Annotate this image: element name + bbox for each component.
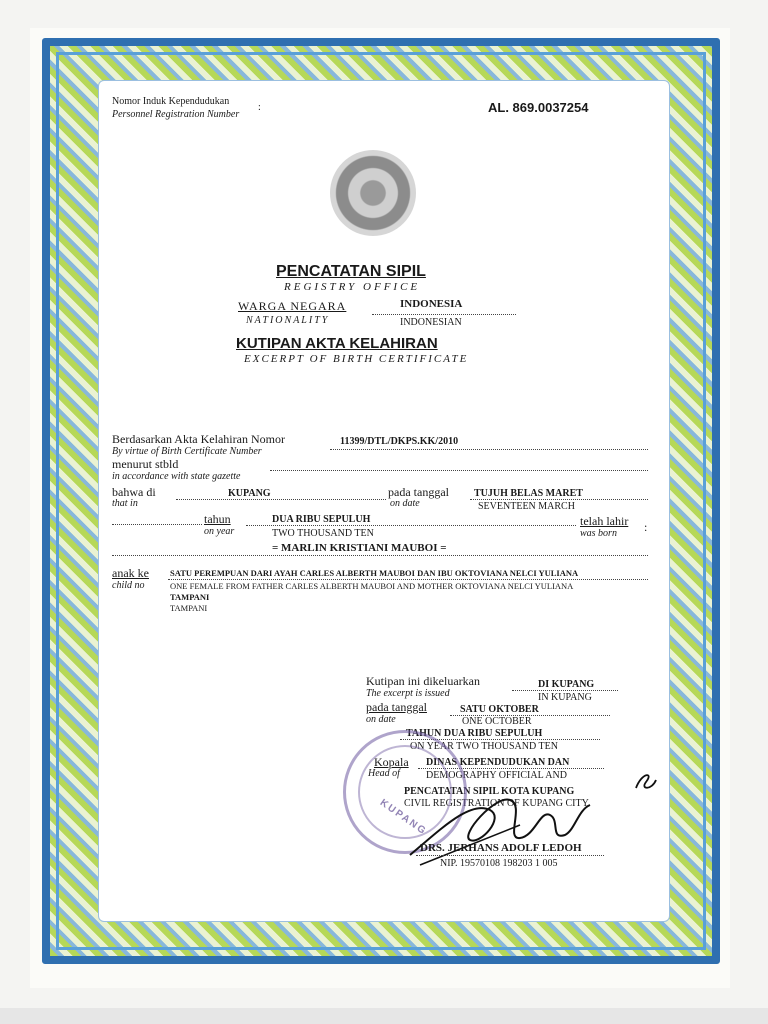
issued-place: DI KUPANG: [538, 679, 595, 690]
nik-colon: :: [258, 102, 261, 113]
year-value-en: TWO THOUSAND TEN: [272, 528, 374, 539]
birth-date-label-en: on date: [390, 498, 420, 509]
issue-year-value: TAHUN DUA RIBU SEPULUH: [406, 728, 543, 739]
issue-year-value-en: ON YEAR TWO THOUSAND TEN: [410, 741, 558, 752]
child-description-en: ONE FEMALE FROM FATHER CARLES ALBERTH MAUBOI AND MOTHER OKTOVIANA NELCI YULIANA: [170, 581, 574, 591]
stbld-dotted-line: [270, 470, 648, 471]
born-label: telah lahir: [580, 514, 629, 528]
place-label-en: that in: [112, 498, 138, 509]
child-label: anak ke: [112, 566, 149, 580]
child-name: = MARLIN KRISTIANI MAUBOI =: [272, 542, 447, 554]
birth-date-value: TUJUH BELAS MARET: [474, 488, 583, 499]
office-line-1-en: DEMOGRAPHY OFFICIAL AND: [426, 770, 567, 781]
issue-date-label: pada tanggal: [366, 700, 427, 714]
issued-label-en: The excerpt is issued: [366, 688, 450, 699]
office-line-2: PENCATATAN SIPIL KOTA KUPANG: [404, 786, 575, 797]
child-description: SATU PEREMPUAN DARI AYAH CARLES ALBERTH MAUBOI DAN IBU OKTOVIANA NELCI YULIANA: [170, 568, 579, 578]
serial-number: AL. 869.0037254: [488, 100, 589, 115]
child-dotted-line: [168, 579, 648, 580]
birth-date-value-en: SEVENTEEN MARCH: [478, 501, 575, 512]
office-title: PENCATATAN SIPIL: [276, 263, 426, 280]
issued-place-en: IN KUPANG: [538, 692, 592, 703]
place-dotted-line: [176, 499, 386, 500]
issued-dotted-line: [512, 690, 618, 691]
document-title: KUTIPAN AKTA KELAHIRAN: [236, 335, 438, 352]
year-prefix-dotted-line: [112, 524, 202, 525]
official-nip: NIP. 19570108 198203 1 005: [440, 858, 558, 869]
year-dotted-line: [246, 525, 576, 526]
document-title-en: EXCERPT OF BIRTH CERTIFICATE: [244, 353, 469, 365]
nik-label-en: Personnel Registration Number: [112, 109, 240, 120]
head-label-en: Head of: [368, 768, 400, 779]
garuda-seal-emblem: [330, 150, 416, 236]
place-value: KUPANG: [228, 488, 271, 499]
scan-edge: [0, 1008, 768, 1024]
issue-date-value-en: ONE OCTOBER: [462, 716, 532, 727]
child-label-en: child no: [112, 580, 145, 591]
year-label-en: on year: [204, 526, 235, 537]
nationality-label: WARGA NEGARA: [238, 299, 347, 313]
nationality-value-en: INDONESIAN: [400, 317, 462, 328]
child-description-en-cont: TAMPANI: [170, 603, 208, 613]
official-name-underline: [416, 855, 604, 856]
stbld-label: menurut stbld: [112, 457, 179, 471]
issued-label: Kutipan ini dikeluarkan: [366, 674, 480, 688]
nomor-label-en: By virtue of Birth Certificate Number: [112, 446, 262, 457]
nationality-label-en: NATIONALITY: [246, 315, 330, 326]
office-title-en: REGISTRY OFFICE: [284, 281, 421, 293]
stbld-label-en: in accordance with state gazette: [112, 471, 241, 482]
nationality-dotted-line: [372, 314, 516, 315]
official-name: DRS. JERHANS ADOLF LEDOH: [420, 842, 582, 854]
nik-label: Nomor Induk Kependudukan: [112, 96, 230, 107]
office-line-2-en: CIVIL REGISTRATION OF KUPANG CITY: [404, 798, 589, 809]
born-label-en: was born: [580, 528, 617, 539]
issue-date-value: SATU OKTOBER: [460, 704, 539, 715]
nationality-value: INDONESIA: [400, 298, 463, 310]
office-line-1: DINAS KEPENDUDUKAN DAN: [426, 757, 570, 768]
initial-mark: [632, 768, 660, 794]
stamp-text: KUPANG: [377, 797, 429, 838]
place-label: bahwa di: [112, 485, 156, 499]
issue-date-label-en: on date: [366, 714, 396, 725]
birth-date-dotted-line: [470, 499, 648, 500]
year-value: DUA RIBU SEPULUH: [272, 514, 371, 525]
nomor-label: Berdasarkan Akta Kelahiran Nomor: [112, 432, 285, 446]
year-label: tahun: [204, 512, 231, 526]
child-description-cont: TAMPANI: [170, 592, 210, 602]
born-colon: :: [644, 520, 648, 534]
head-label: Kopala: [374, 755, 409, 769]
nomor-dotted-line: [330, 449, 648, 450]
name-dotted-line: [112, 555, 648, 556]
birth-date-label: pada tanggal: [388, 485, 449, 499]
nomor-value: 11399/DTL/DKPS.KK/2010: [340, 436, 459, 447]
